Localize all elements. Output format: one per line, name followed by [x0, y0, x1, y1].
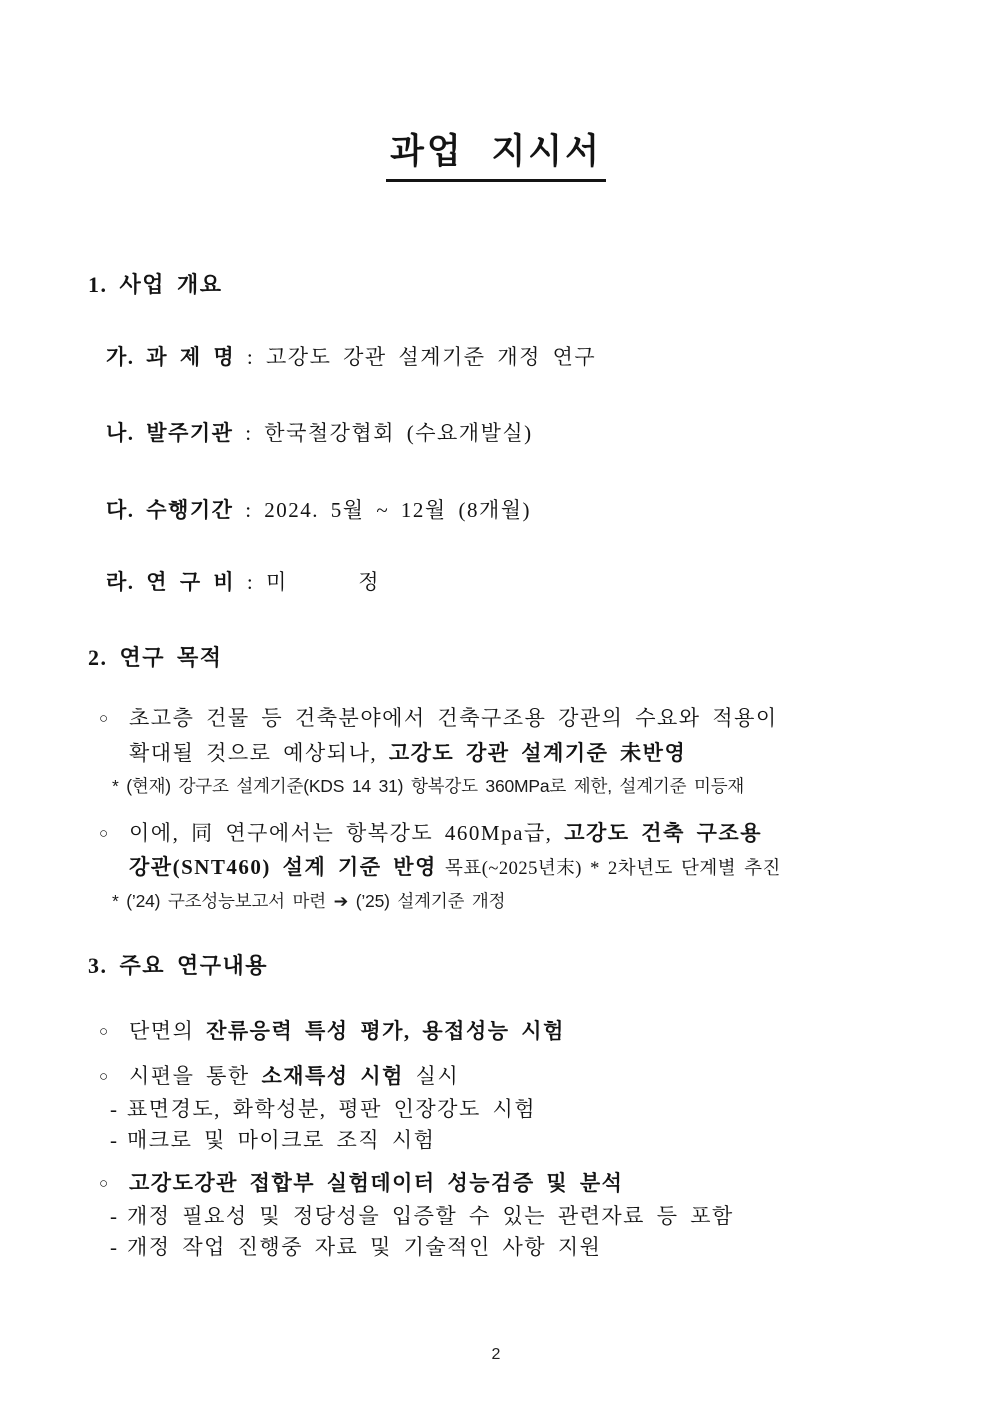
- bullet-text: 확대될 것으로 예상되나,: [129, 741, 389, 765]
- section3-bullet1: [99, 1015, 565, 1045]
- bullet-text: 초고층 건물 등 건축분야에서 건축구조용 강관의 수요와 적용이: [129, 706, 778, 730]
- dash-bullet-marker: -: [110, 1204, 117, 1228]
- section2-bullet1-line2: [129, 737, 686, 767]
- section2-bullet2-line1: [99, 817, 762, 847]
- section3-heading: 3. 주요 연구내용: [88, 953, 269, 978]
- item-label: 라. 연 구 비: [106, 570, 236, 594]
- section1-item-ordering-agency: [106, 417, 533, 447]
- item-separator: :: [233, 498, 265, 522]
- section1-item-budget: [106, 566, 380, 596]
- bullet-text-bold: 강관(SNT460) 설계 기준 반영: [129, 855, 437, 879]
- section3-bullet2-subitem: [110, 1093, 536, 1123]
- bullet-text: 단면의: [129, 1019, 207, 1043]
- bullet-text-bold: 고강도강관 접합부 실험데이터 성능검증 및 분석: [129, 1171, 624, 1195]
- item-value: 고강도 강관 설계기준 개정 연구: [266, 345, 597, 369]
- section1-heading: 1. 사업 개요: [88, 272, 223, 297]
- section1-item-period: [106, 494, 531, 524]
- item-separator: :: [235, 345, 266, 369]
- section3-bullet3-subitem: [110, 1200, 734, 1230]
- bullet-text-tail: 목표(~2025년末) * 2차년도 단계별 추진: [436, 859, 781, 879]
- bullet-text-bold: 잔류응력 특성 평가, 용접성능 시험: [206, 1019, 565, 1043]
- item-label: 나. 발주기관: [106, 421, 234, 445]
- dash-bullet-marker: -: [110, 1128, 117, 1152]
- item-value: 2024. 5월 ~ 12월 (8개월): [264, 498, 532, 522]
- section3-bullet3: [99, 1167, 623, 1197]
- section2-bullet1-footnote: * (현재) 강구조 설계기준(KDS 14 31) 항복강도 360MPa로 제한, 설계기준 미등재: [112, 776, 745, 796]
- subitem-text: 개정 작업 진행중 자료 및 기술적인 사항 지원: [127, 1235, 602, 1259]
- section3-bullet2: [99, 1060, 459, 1090]
- circle-bullet-marker: ○: [99, 1069, 109, 1085]
- subitem-text: 표면경도, 화학성분, 평판 인장강도 시험: [127, 1097, 537, 1121]
- circle-bullet-marker: ○: [99, 711, 109, 727]
- section2-heading: 2. 연구 목적: [88, 645, 223, 670]
- section2-bullet2-line2: [129, 851, 781, 881]
- circle-bullet-marker: ○: [99, 1024, 109, 1040]
- bullet-text-bold: 고강도 강관 설계기준 未반영: [388, 741, 687, 765]
- circle-bullet-marker: ○: [99, 1176, 109, 1192]
- item-separator: :: [233, 421, 265, 445]
- page-number: 2: [491, 1346, 501, 1363]
- section1-item-task-name: [106, 341, 596, 371]
- title-container: [0, 124, 992, 182]
- item-value: 미 정: [266, 570, 381, 594]
- footer: [0, 1346, 992, 1364]
- item-label: 다. 수행기간: [106, 498, 234, 522]
- document-title: 과업 지시서: [386, 124, 606, 182]
- bullet-text: 이에, 同 연구에서는 항복강도 460Mpa급,: [129, 821, 565, 845]
- subitem-text: 개정 필요성 및 정당성을 입증할 수 있는 관련자료 등 포함: [127, 1204, 734, 1228]
- item-label: 가. 과 제 명: [106, 345, 236, 369]
- bullet-text: 시편을 통한: [129, 1064, 262, 1088]
- dash-bullet-marker: -: [110, 1097, 117, 1121]
- circle-bullet-marker: ○: [99, 826, 109, 842]
- item-value: 한국철강협회 (수요개발실): [264, 421, 533, 445]
- section3-bullet3-subitem: [110, 1231, 601, 1261]
- item-separator: :: [235, 570, 266, 594]
- bullet-text: 실시: [403, 1064, 460, 1088]
- section2-bullet2-footnote: * (’24) 구조성능보고서 마련 ➔ (’25) 설계기준 개정: [112, 891, 506, 911]
- section2-bullet1-line1: [99, 702, 778, 732]
- bullet-text-bold: 고강도 건축 구조용: [564, 821, 762, 845]
- subitem-text: 매크로 및 마이크로 조직 시험: [127, 1128, 436, 1152]
- dash-bullet-marker: -: [110, 1235, 117, 1259]
- bullet-text-bold: 소재특성 시험: [261, 1064, 404, 1088]
- section3-bullet2-subitem: [110, 1124, 435, 1154]
